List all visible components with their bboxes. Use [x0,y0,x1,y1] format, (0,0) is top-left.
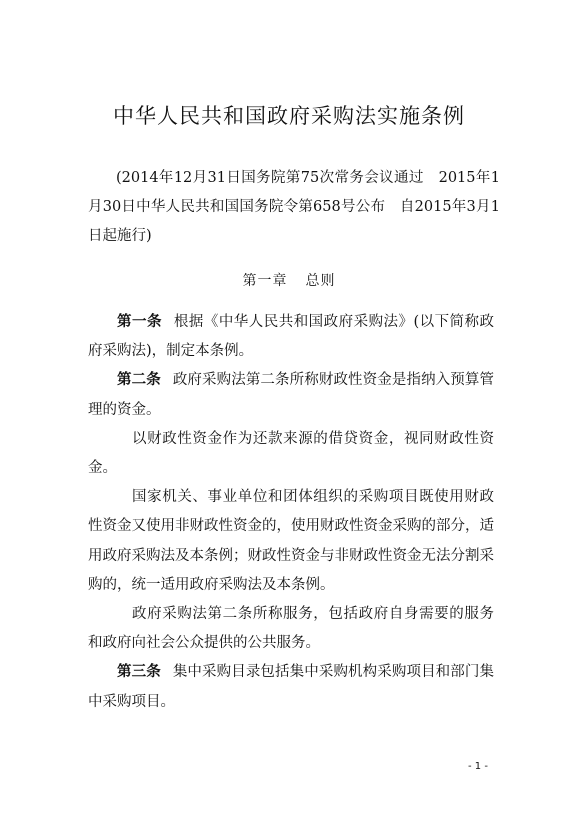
document-body [88,308,494,717]
paragraph-text: 根据《中华人民共和国政府采购法》(以下简称政府采购法)，制定本条例。 [88,314,495,360]
chapter-heading [0,270,578,290]
paragraph-text: 以财政性资金作为还款来源的借贷资金，视同财政性资金。 [88,430,494,477]
article-number: 第一条 [117,314,162,330]
paragraph-text: 政府采购法第二条所称服务，包括政府自身需要的服务和政府向社会公众提供的公共服务。 [88,606,494,652]
paragraph-text: 国家机关、事业单位和团体组织的采购项目既使用财政性资金又使用非财政性资金的，使用财政性资金采购的部分，适用政府采购法及本条例；财政性资金与非财政性资金无法分割采购的，统一适用政府采购法及本条例。 [88,489,494,593]
page-number: - 1 - [468,761,488,772]
article-number: 第三条 [117,664,161,681]
paragraph [88,600,494,658]
paragraph [88,366,494,424]
paragraph [88,483,494,600]
paragraph-text: 集中采购目录包括集中采购机构采购项目和部门集中采购项目。 [88,664,494,710]
chapter-label: 第一章 [242,273,288,289]
document-title: 中华人民共和国政府采购法实施条例 [113,104,465,128]
paragraph [88,658,494,716]
article-number: 第二条 [117,372,161,389]
paragraph-text: 政府采购法第二条所称财政性资金是指纳入预算管理的资金。 [88,372,494,418]
document-meta: (2014年12月31日国务院第75次常务会议通过 2015年1月30日中华人民共和国国务院令第658号公布 自2015年3月1日起施行) [88,170,500,244]
chapter-name: 总则 [305,273,336,289]
paragraph [88,308,494,366]
paragraph [88,425,494,483]
